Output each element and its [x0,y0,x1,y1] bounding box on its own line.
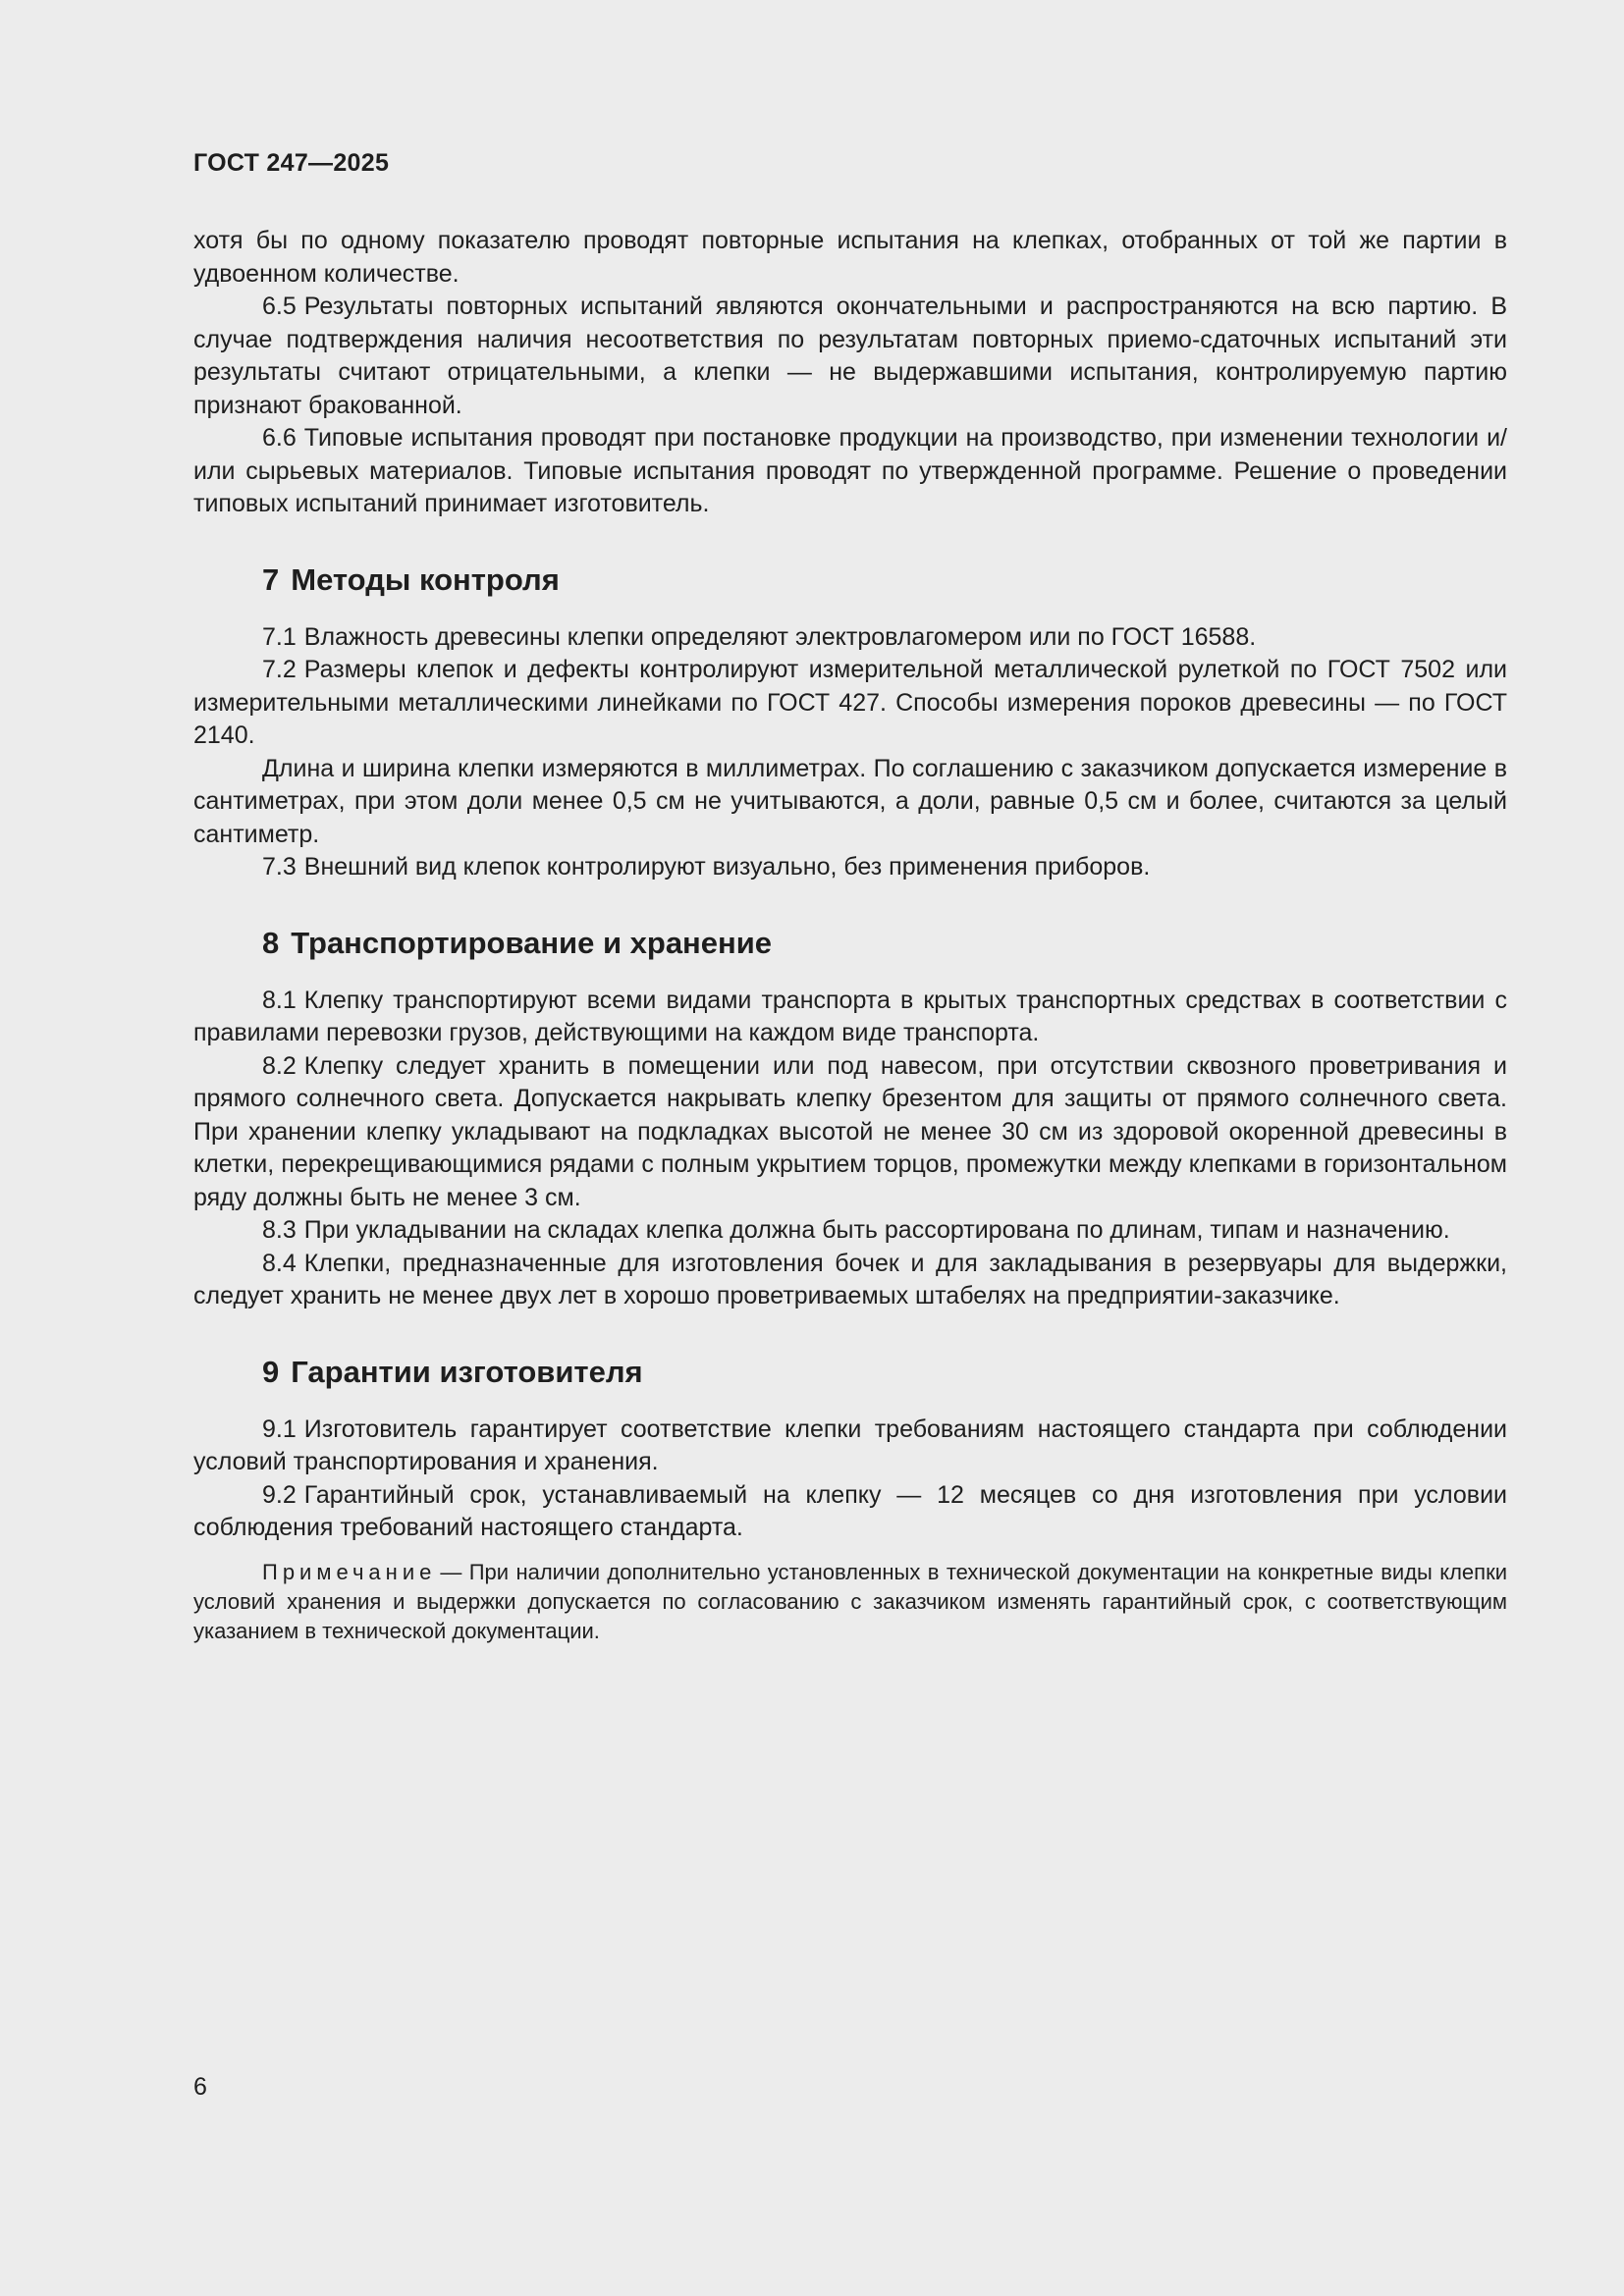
section-number: 9 [262,1354,280,1389]
section-title: Гарантии изготовителя [291,1354,643,1389]
section-heading-8 [262,924,1507,963]
clause-9-1 [193,1414,1507,1479]
clause-text: Внешний вид клепок контролируют визуально, без применения приборов. [303,853,1151,881]
clause-8-1 [193,985,1507,1050]
clause-number: 9.2 [262,1480,297,1509]
clause-text: Клепки, предназначенные для изготовления бочек и для закладывания в резервуары для выдержки, следует хранить не менее двух лет в хорошо проветриваемых штабелях на предприятии-заказчике. [193,1249,1507,1309]
page-number: 6 [193,2073,207,2101]
note [193,1558,1507,1646]
clause-6-6 [193,422,1507,521]
clause-7-3 [193,851,1507,884]
clause-number: 7.3 [262,853,297,881]
section-heading-7 [262,561,1507,600]
clause-number: 7.1 [262,622,297,651]
section-number: 7 [262,561,280,597]
clause-7-2-paragraph: Длина и ширина клепки измеряются в миллиметрах. По соглашению с заказчиком допускается измерение в сантиметрах, при этом доли менее 0,5 см не учитываются, а доли, равные 0,5 см и более, считаются за целый сантиметр. [193,754,1507,848]
note-text: — При наличии дополнительно установленных в технической документации на конкретные виды клепки условий хранения и выдержки допускается по согласованию с заказчиком изменять гарантийный срок, с соответствующим указанием в технической документации. [193,1559,1507,1643]
clause-number: 8.2 [262,1051,297,1080]
clause-number: 9.1 [262,1415,297,1443]
clause-number: 6.6 [262,424,297,452]
clause-text: Влажность древесины клепки определяют электровлагомером или по ГОСТ 16588. [303,622,1257,651]
clause-number: 8.1 [262,986,297,1014]
clause-text: Клепку следует хранить в помещении или под навесом, при отсутствии сквозного проветривания и прямого солнечного света. Допускается накрывать клепку брезентом для защиты от прямого солнечного света. При хранении клепку укладывают на подкладках высотой не менее 30 см из здоровой окоренной древесины в клетки, перекрещивающимися рядами с полным укрытием торцов, промежутки между клепками в горизонтальном ряду должны быть не менее 3 см. [193,1051,1507,1211]
continued-paragraph: хотя бы по одному показателю проводят повторные испытания на клепках, отобранных от той же партии в удвоенном количестве. [193,227,1507,288]
clause-number: 7.2 [262,656,297,683]
section-number: 8 [262,925,280,960]
section-title: Методы контроля [291,561,560,597]
clause-text: Гарантийный срок, устанавливаемый на клепку — 12 месяцев со дня изготовления при условии соблюдения требований настоящего стандарта. [193,1480,1507,1541]
clause-7-1 [193,621,1507,655]
clause-8-3 [193,1214,1507,1248]
clause-text: Типовые испытания проводят при постановке продукции на производство, при изменении технологии и/или сырьевых материалов. Типовые испытания проводят по утвержденной программе. Решение о проведении типовых испытаний принимает изготовитель. [193,424,1507,517]
clause-text: Размеры клепок и дефекты контролируют измерительной металлической рулеткой по ГОСТ 7502 или измерительными металлическими линейками по ГОСТ 427. Способы измерения пороков древесины — по ГОСТ 2140. [193,656,1507,749]
document-body [193,225,1507,1646]
clause-8-4 [193,1248,1507,1313]
section-heading-9 [262,1353,1507,1392]
clause-text: При укладывании на складах клепка должна быть рассортирована по длинам, типам и назначению. [303,1216,1450,1244]
clause-number: 8.3 [262,1216,297,1244]
clause-number: 8.4 [262,1249,297,1277]
clause-text: Результаты повторных испытаний являются окончательными и распространяются на всю партию. В случае подтверждения наличия несоответствия по результатам повторных приемо-сдаточных испытаний эти результаты считают отрицательными, а клепки — не выдержавшими испытания, контролируемую партию признают бракованной. [193,293,1507,419]
section-title: Транспортирование и хранение [291,925,773,960]
clause-8-2 [193,1050,1507,1215]
clause-7-2 [193,654,1507,753]
note-label: Примечание [262,1559,437,1584]
clause-text: Клепку транспортируют всеми видами транспорта в крытых транспортных средствах в соответствии с правилами перевозки грузов, действующими на каждом виде транспорта. [193,986,1507,1046]
clause-9-2 [193,1479,1507,1545]
clause-6-5 [193,291,1507,422]
clause-text: Изготовитель гарантирует соответствие клепки требованиям настоящего стандарта при соблюдении условий транспортирования и хранения. [193,1415,1507,1475]
running-header: ГОСТ 247—2025 [193,149,390,177]
clause-number: 6.5 [262,293,297,320]
